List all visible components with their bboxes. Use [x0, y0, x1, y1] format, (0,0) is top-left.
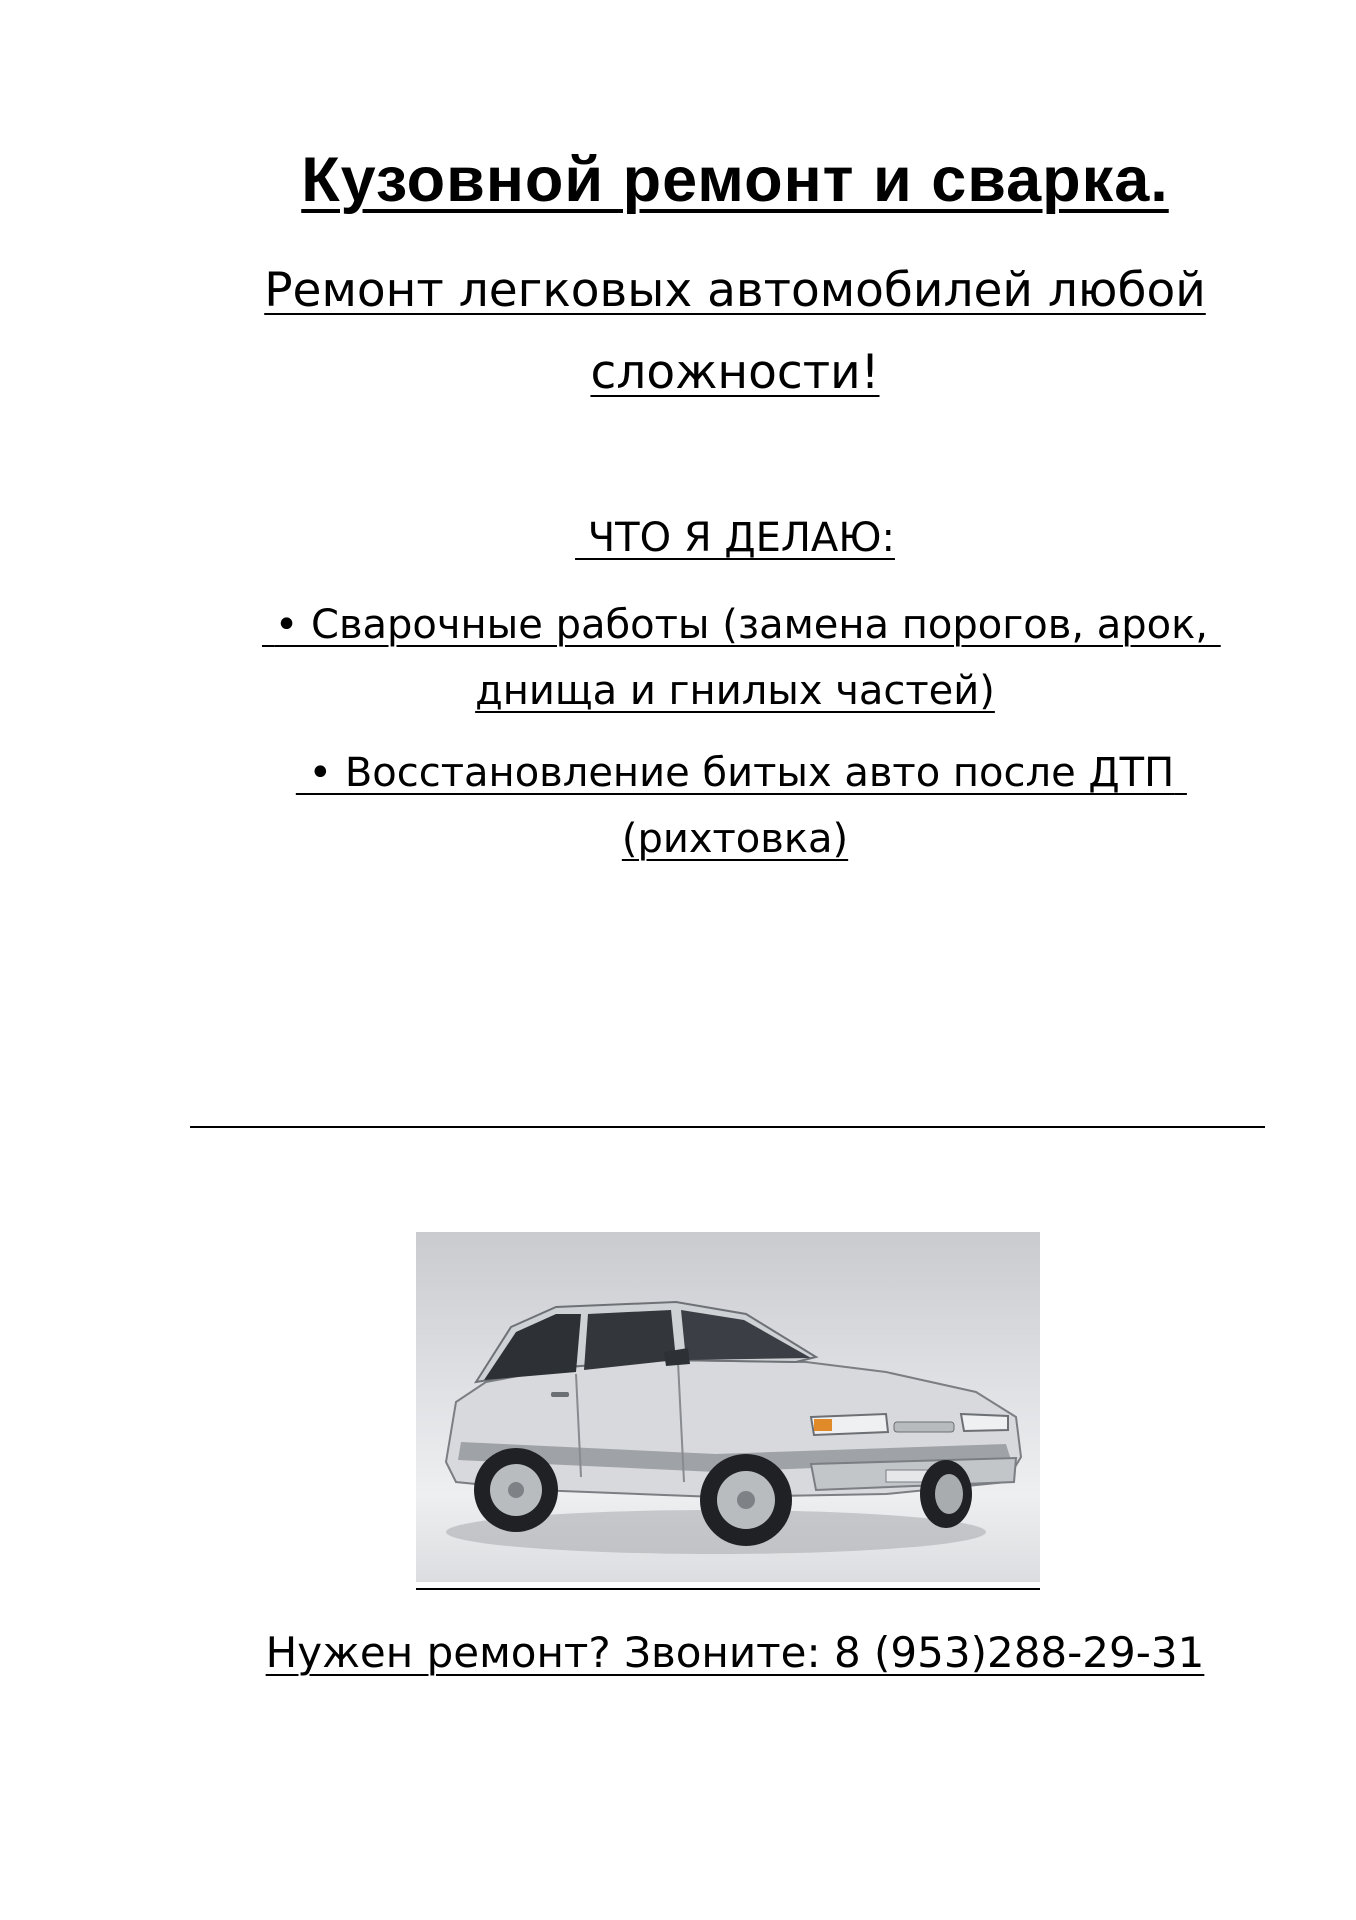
flyer-subtitle-text: Ремонт легковых автомобилей любой сложности!: [264, 263, 1206, 400]
flyer-subtitle: [190, 250, 1280, 414]
flyer-title-text: Кузовной ремонт и сварка.: [301, 145, 1169, 215]
horizontal-divider: [190, 1126, 1265, 1128]
contact-line: [190, 1618, 1280, 1688]
service-item-welding: [190, 592, 1280, 724]
service-item-text: • Сварочные работы (замена порогов, арок, днища и гнилых частей): [261, 602, 1221, 714]
services-heading-text: ЧТО Я ДЕЛАЮ:: [575, 515, 895, 561]
image-underline: [416, 1588, 1040, 1590]
car-photo: [416, 1232, 1040, 1582]
service-item-text: • Восстановление битых авто после ДТП (рихтовка): [295, 750, 1187, 862]
car-illustration: [416, 1232, 1040, 1582]
services-heading: [190, 508, 1280, 568]
service-item-bodywork: [190, 740, 1280, 872]
flyer-title: [190, 140, 1280, 220]
contact-phone-text: Нужен ремонт? Звоните: 8 (953)288-29-31: [265, 1628, 1205, 1677]
